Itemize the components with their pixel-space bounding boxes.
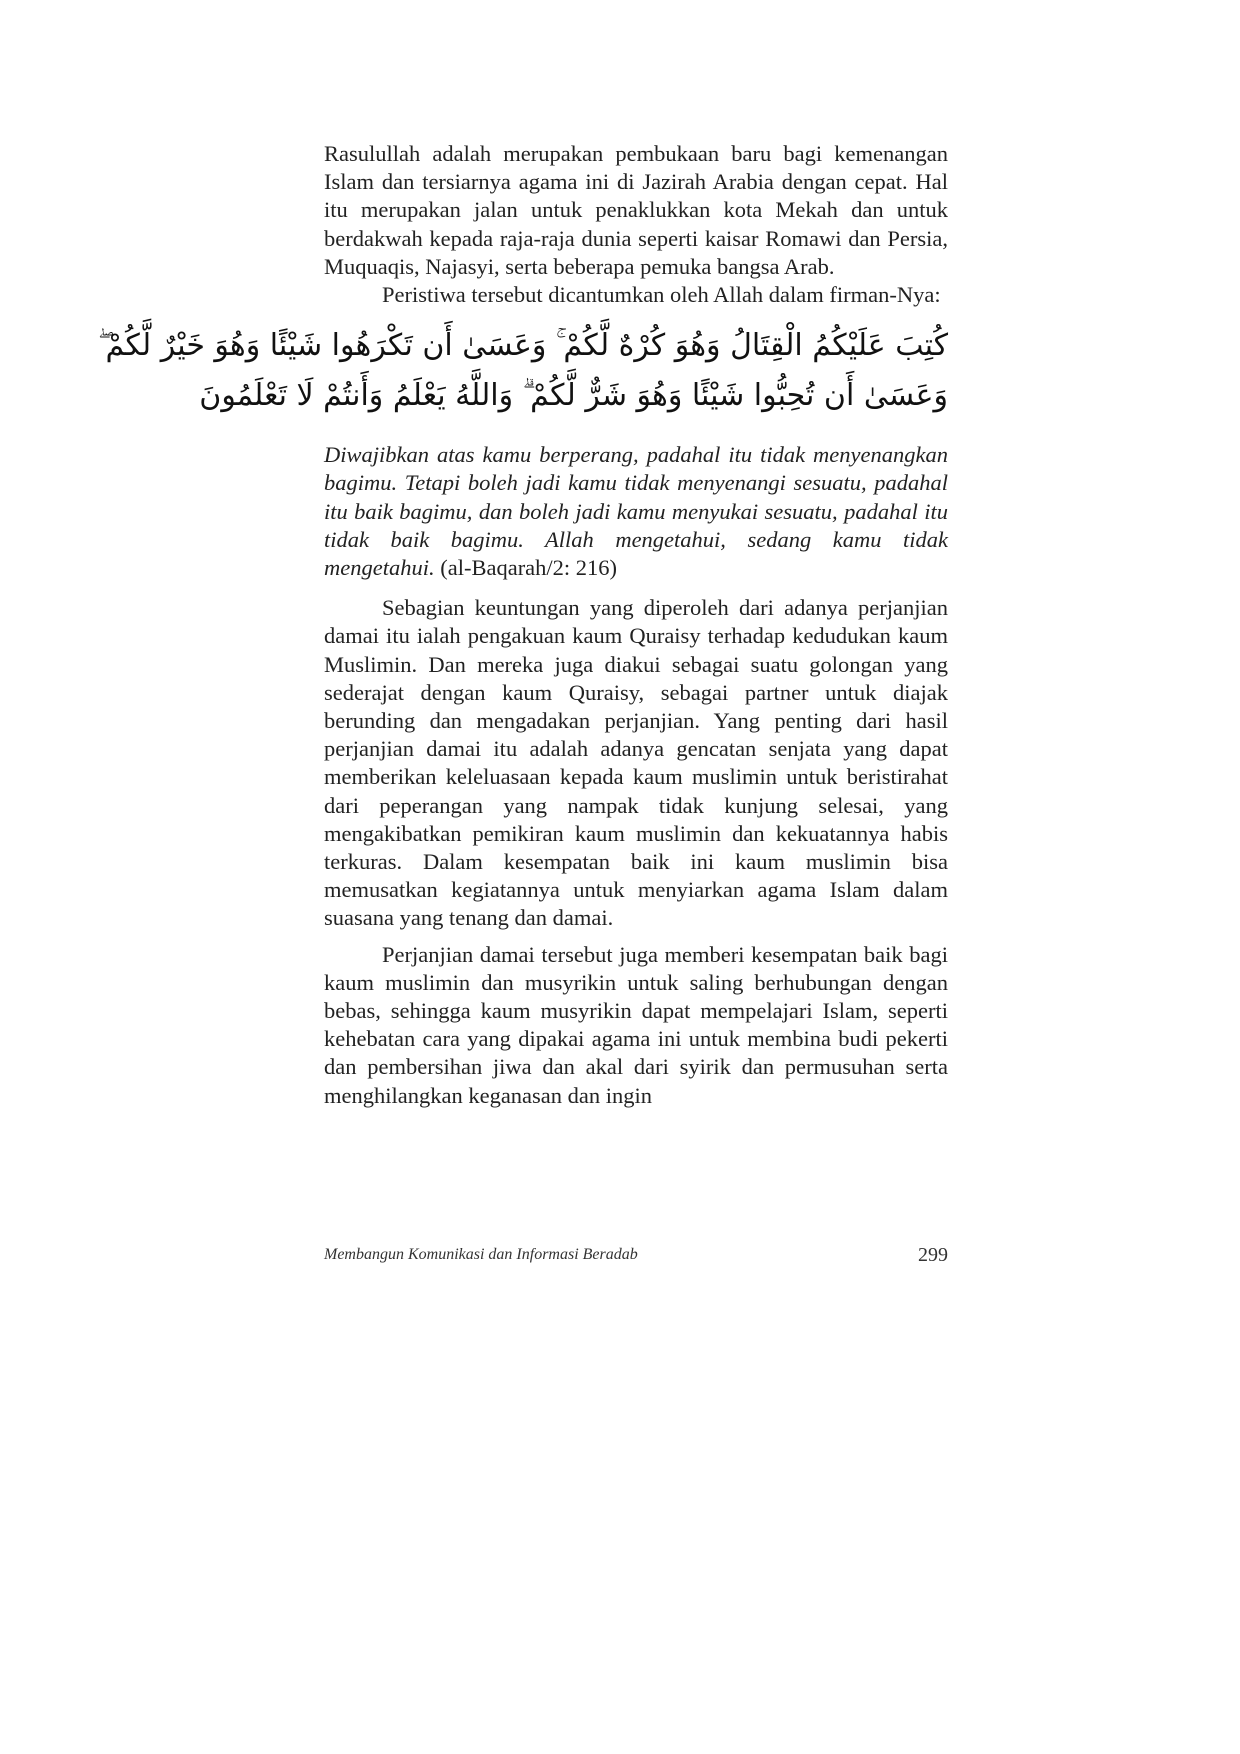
page-number: 299	[918, 1244, 948, 1266]
verse-translation-text: Diwajibkan atas kamu berperang, padahal itu tidak menyenangkan bagimu. Tetapi boleh jadi kamu tidak menyenangi sesuatu, padahal itu baik bagimu, dan boleh jadi kamu menyukai sesuatu, padahal itu tidak baik bagimu. Allah mengetahui, sedang kamu tidak mengetahui.	[324, 442, 948, 581]
quran-verse-line-2: وَعَسَىٰ أَن تُحِبُّوا شَيْئًا وَهُوَ شَرٌّ لَّكُمْ ۗ وَاللَّهُ يَعْلَمُ وَأَنتُمْ لَا تَعْلَمُونَ	[199, 378, 948, 414]
paragraph-benefits: Sebagian keuntungan yang diperoleh dari adanya perjanjian damai itu ialah pengakuan kaum Quraisy terhadap kedudukan kaum Muslimin. Dan mereka juga diakui sebagai suatu golongan yang sederajat dengan kaum Quraisy, sebagai partner untuk diajak berunding dan mengadakan perjanjian. Yang penting dari hasil perjanjian damai itu adalah adanya gencatan senjata yang dapat memberikan keleluasaan kepada kaum muslimin untuk beristirahat dari peperangan yang nampak tidak kunjung selesai, yang mengakibatkan pemikiran kaum muslimin dan kekuatannya habis terkuras. Dalam kesempatan baik ini kaum muslimin bisa memusatkan kegiatannya untuk menyiarkan agama Islam dalam suasana yang tenang dan damai.	[324, 595, 948, 931]
paragraph-intro-verse: Peristiwa tersebut dicantumkan oleh Allah dalam firman-Nya:	[382, 282, 941, 308]
page-content	[98, 140, 948, 1110]
quran-verse-arabic	[98, 321, 948, 421]
paragraph-continuation: Rasulullah adalah merupakan pembukaan baru bagi kemenangan Islam dan tersiarnya agama ini di Jazirah Arabia dengan cepat. Hal itu merupakan jalan untuk penaklukkan kota Mekah dan untuk berdakwah kepada raja-raja dunia seperti kaisar Romawi dan Persia, Muquaqis, Najasyi, serta beberapa pemuka bangsa Arab.	[324, 141, 948, 279]
paragraph-opportunity: Perjanjian damai tersebut juga memberi kesempatan baik bagi kaum muslimin dan musyrikin untuk saling berhubungan dengan bebas, sehingga kaum musyrikin dapat mempelajari Islam, seperti kehebatan cara yang dipakai agama ini untuk membina budi pekerti dan pembersihan jiwa dan akal dari syirik dan permusuhan serta menghilangkan keganasan dan ingin	[324, 941, 948, 1108]
running-footer-title: Membangun Komunikasi dan Informasi Beradab	[324, 1246, 638, 1263]
verse-translation	[324, 441, 948, 582]
quran-verse-line-1: كُتِبَ عَلَيْكُمُ الْقِتَالُ وَهُوَ كُرْهٌ لَّكُمْ ۚ وَعَسَىٰ أَن تَكْرَهُوا شَيْئًا وَهُوَ خَيْرٌ لَّكُمْ ۖ	[98, 328, 948, 364]
verse-reference: (al-Baqarah/2: 216)	[440, 555, 618, 581]
page-footer	[324, 1246, 948, 1276]
